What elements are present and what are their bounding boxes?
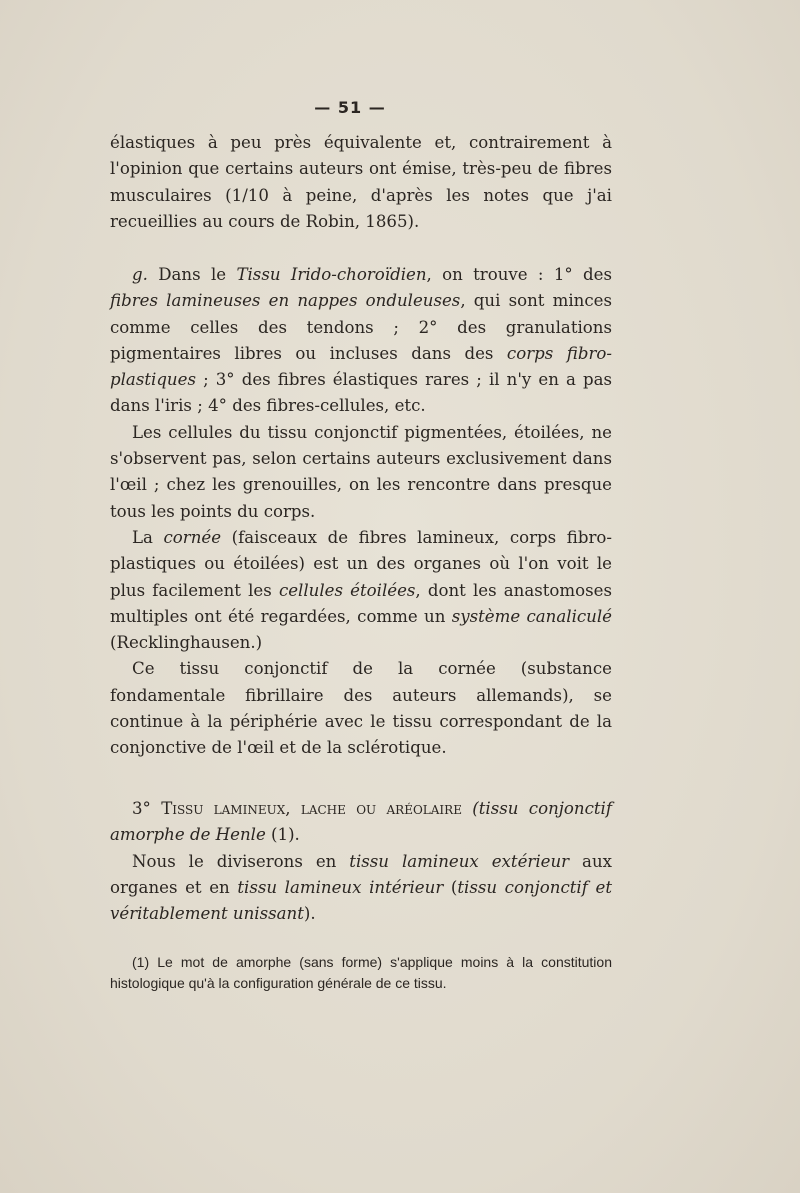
italic-term: système canaliculé <box>451 606 612 626</box>
paragraph-cornea-tissue: Ce tissu conjonctif de la cornée (substance fondamentale fibrillaire des auteurs allemands), se continue à la périphérie avec le tissu correspondant de la conjonctive de l'œil et de la sclérotique. <box>110 659 612 758</box>
footnote: (1) Le mot de amorphe (sans forme) s'applique moins à la constitution histologique qu'à la configuration générale de ce tissu. <box>110 954 612 991</box>
section-label: g. <box>132 265 148 284</box>
text-block-top <box>110 130 612 235</box>
text-run: Nous le diviserons en <box>132 851 350 871</box>
italic-term: tissu lamineux intérieur <box>237 877 444 897</box>
paragraph-division <box>110 849 612 928</box>
paragraph-pigmented-cells: Les cellules du tissu conjonctif pigmentées, étoilées, ne s'observent pas, selon certains auteurs exclusivement dans l'œil ; chez les grenouilles, on les rencontre dans presque tous les points du corps. <box>110 422 612 521</box>
text-run: (Recklinghausen.) <box>110 633 263 653</box>
text-run: , qui sont minces comme celles des tendons ; 2° des granulations pigmentaires libres ou incluses dans des <box>110 291 613 363</box>
paragraph-g <box>110 262 612 420</box>
italic-term: tissu lamineux extérieur <box>349 851 570 871</box>
section-heading <box>110 796 612 849</box>
italic-term: cellules étoilées <box>278 580 416 600</box>
text-run: , on trouve : 1° des <box>426 265 612 284</box>
text-run: aux organes et en <box>110 851 612 897</box>
section-title: Tissu lamineux, lache ou aréolaire <box>161 799 462 818</box>
italic-term: tissu conjonctif et véritablement unissant <box>110 877 613 924</box>
page-number: — 51 — <box>314 98 386 117</box>
footnote-ref: (1). <box>265 825 300 845</box>
italic-term: cornée <box>163 527 222 547</box>
italic-term: fibres lamineuses en nappes onduleuses <box>110 291 461 311</box>
text-run: (faisceaux de fibres lamineux, corps fibro-plastiques ou étoilées) est un des organes où l'on voit le plus facilement les <box>110 527 612 600</box>
paragraph-continuation: élastiques à peu près équivalente et, contrairement à l'opinion que certains auteurs ont émise, très-peu de fibres musculaires (1/10 à peine, d'après les notes que j'ai recueillies au cours de Robin, 1865). <box>110 133 612 231</box>
paragraph-cornea <box>110 525 612 656</box>
section-number: 3° <box>132 799 162 818</box>
text-block-section-3 <box>110 796 612 927</box>
italic-term: (tissu conjonctif amorphe de Henle <box>110 799 612 845</box>
text-run: , dont les anastomoses multiples ont été regardées, comme un <box>110 580 612 626</box>
italic-term: Tissu Irido-choroïdien <box>236 265 427 284</box>
text-run: ( <box>443 877 458 897</box>
italic-term: corps fibro-plastiques <box>110 343 612 390</box>
text-run: La <box>132 527 164 547</box>
text-run: ). <box>303 904 316 924</box>
text-run: ; 3° des fibres élastiques rares ; il n'y en a pas dans l'iris ; 4° des fibres-cellules, etc. <box>110 370 612 416</box>
text-run: Dans le <box>147 265 237 284</box>
text-block-main <box>110 262 612 762</box>
